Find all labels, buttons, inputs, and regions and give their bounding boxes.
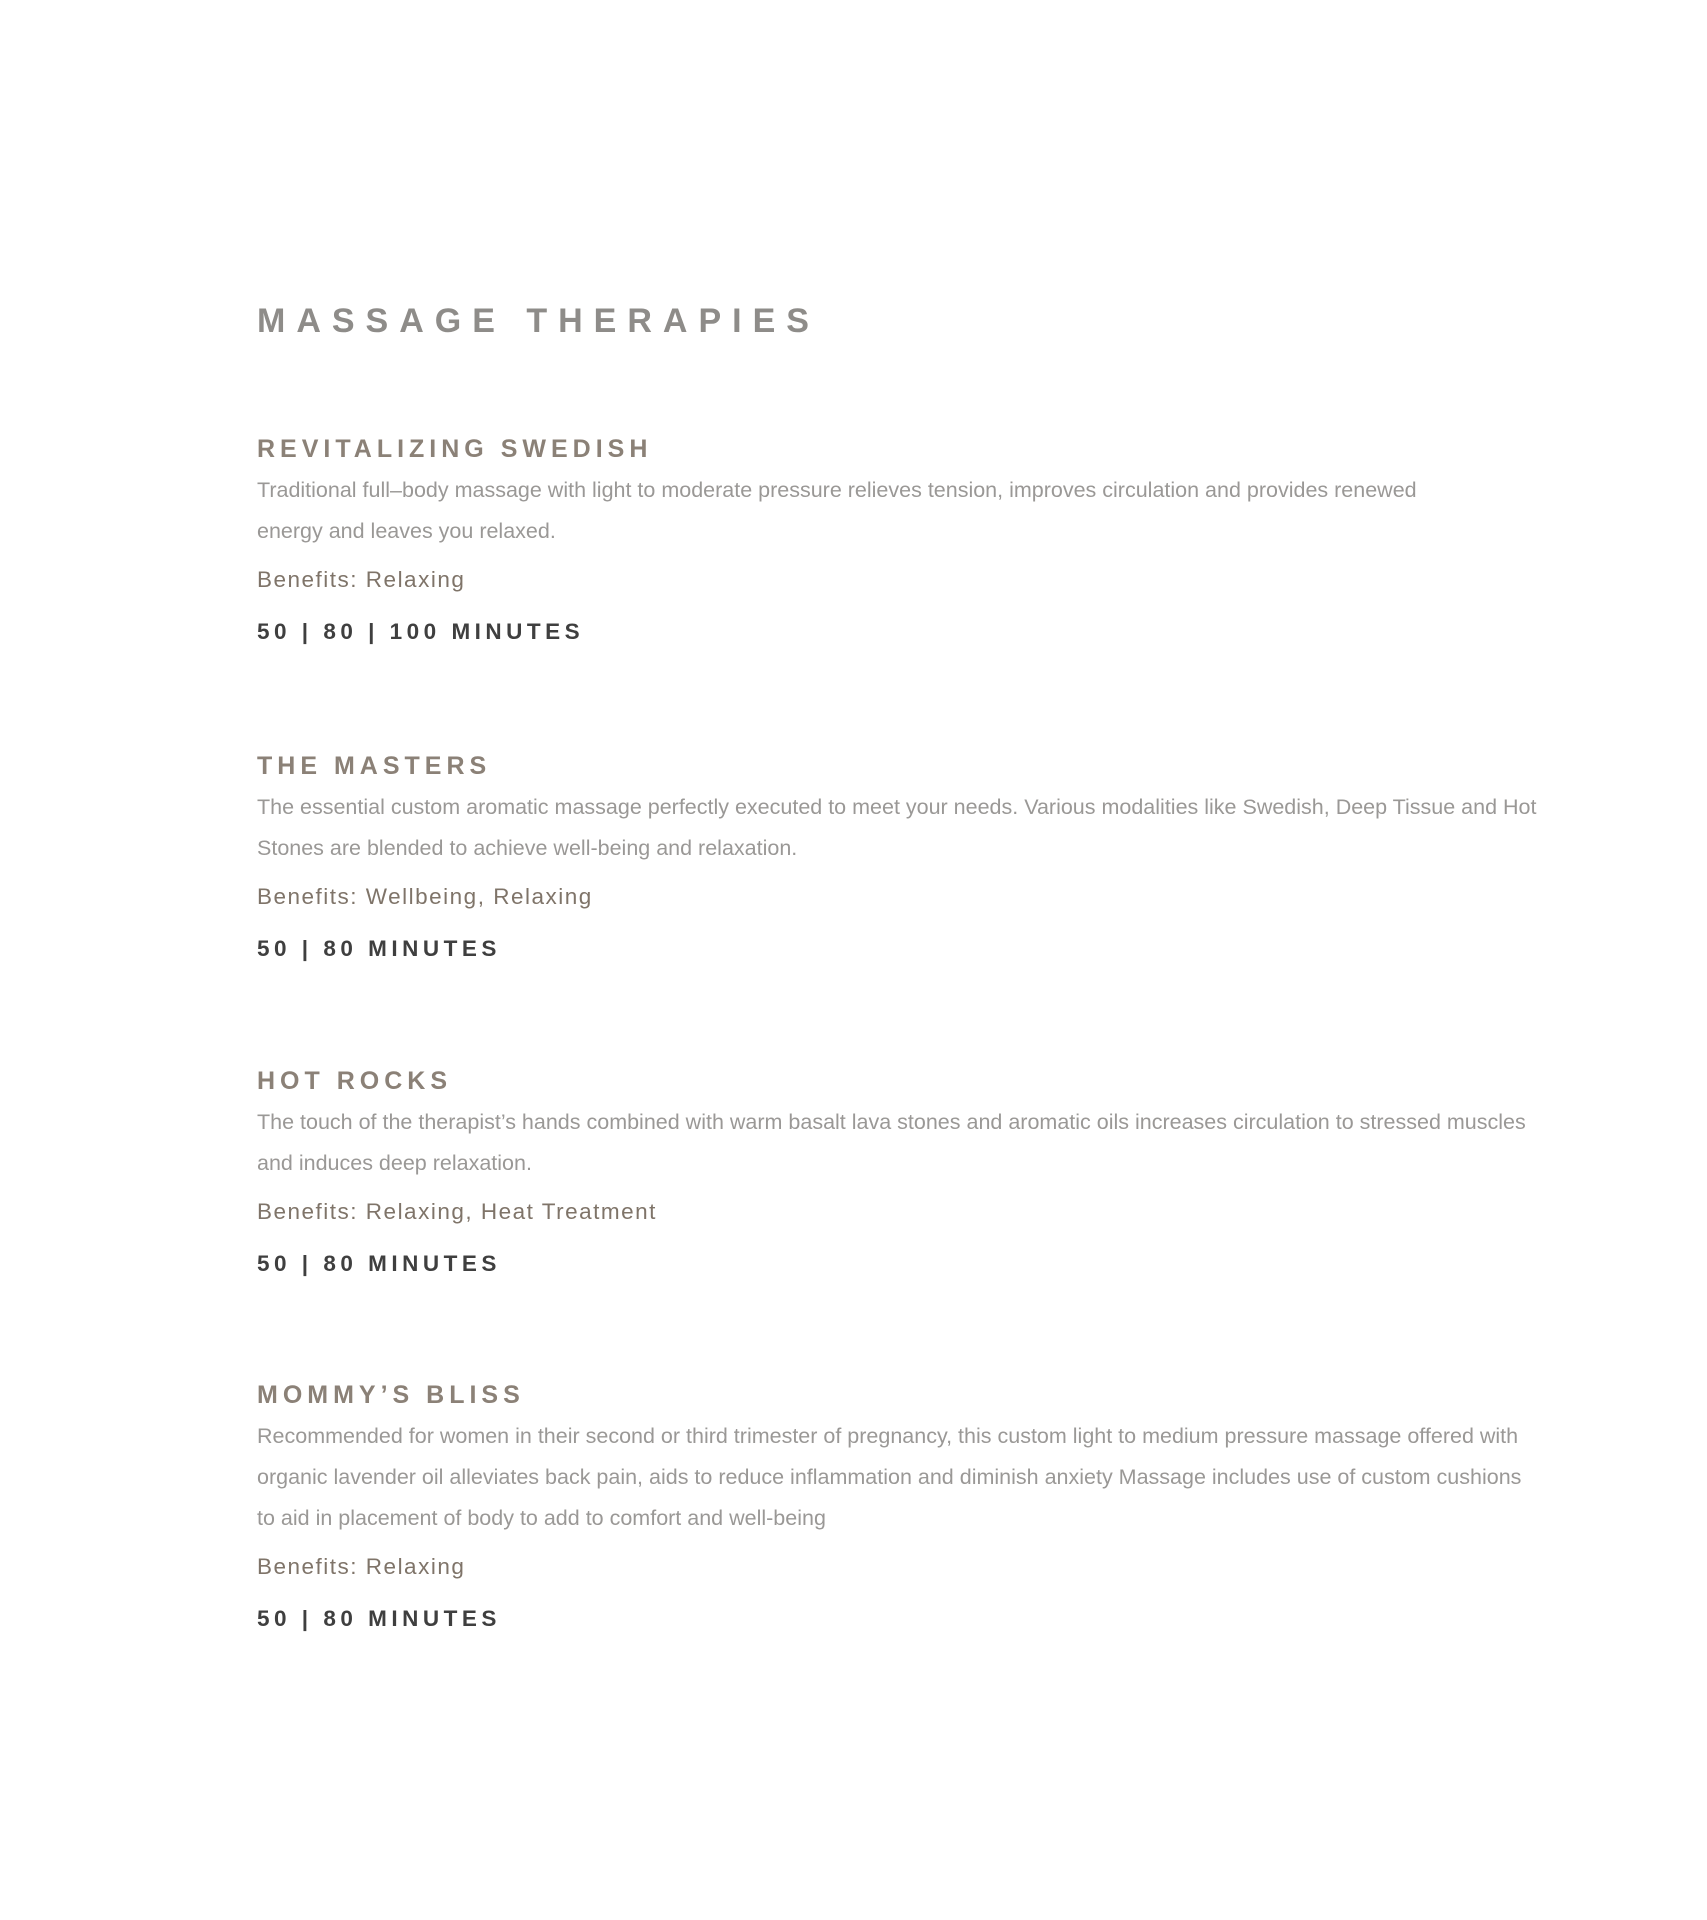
- page-title: MASSAGE THERAPIES: [257, 302, 820, 340]
- menu-page: [257, 298, 1557, 1631]
- treatment-name: MOMMY’S BLISS: [257, 1381, 525, 1409]
- treatment-benefits: Benefits: Relaxing: [257, 567, 466, 592]
- treatment-description: The touch of the therapist’s hands combined with warm basalt lava stones and aromatic oils increases circulation to stressed muscles and induces deep relaxation.: [257, 1110, 1526, 1175]
- treatment-description: Recommended for women in their second or third trimester of pregnancy, this custom light to medium pressure massage offered with organic lavender oil alleviates back pain, aids to reduce inflammation and diminish anxiety Massage includes use of custom cushions to aid in placement of body to add to comfort and well-being: [257, 1424, 1522, 1530]
- treatment-benefits: Benefits: Wellbeing, Relaxing: [257, 884, 593, 909]
- treatment-revitalizing-swedish: [257, 432, 1557, 648]
- treatment-name: THE MASTERS: [257, 752, 492, 780]
- treatment-name: REVITALIZING SWEDISH: [257, 435, 653, 463]
- treatment-description: The essential custom aromatic massage perfectly executed to meet your needs. Various modalities like Swedish, Deep Tissue and Hot Stones are blended to achieve well-being and relaxation.: [257, 795, 1537, 860]
- treatment-duration: 50 | 80 MINUTES: [257, 1251, 501, 1276]
- treatment-benefits: Benefits: Relaxing: [257, 1554, 466, 1579]
- treatment-description: Traditional full–body massage with light to moderate pressure relieves tension, improves circulation and provides renewed energy and leaves you relaxed.: [257, 478, 1417, 543]
- treatment-mommys-bliss: [257, 1378, 1557, 1635]
- treatment-the-masters: [257, 749, 1557, 965]
- treatment-duration: 50 | 80 MINUTES: [257, 1606, 501, 1631]
- treatment-benefits: Benefits: Relaxing, Heat Treatment: [257, 1199, 657, 1224]
- treatment-duration: 50 | 80 | 100 MINUTES: [257, 619, 585, 644]
- treatment-name: HOT ROCKS: [257, 1067, 452, 1095]
- treatment-duration: 50 | 80 MINUTES: [257, 936, 501, 961]
- treatment-hot-rocks: [257, 1064, 1557, 1280]
